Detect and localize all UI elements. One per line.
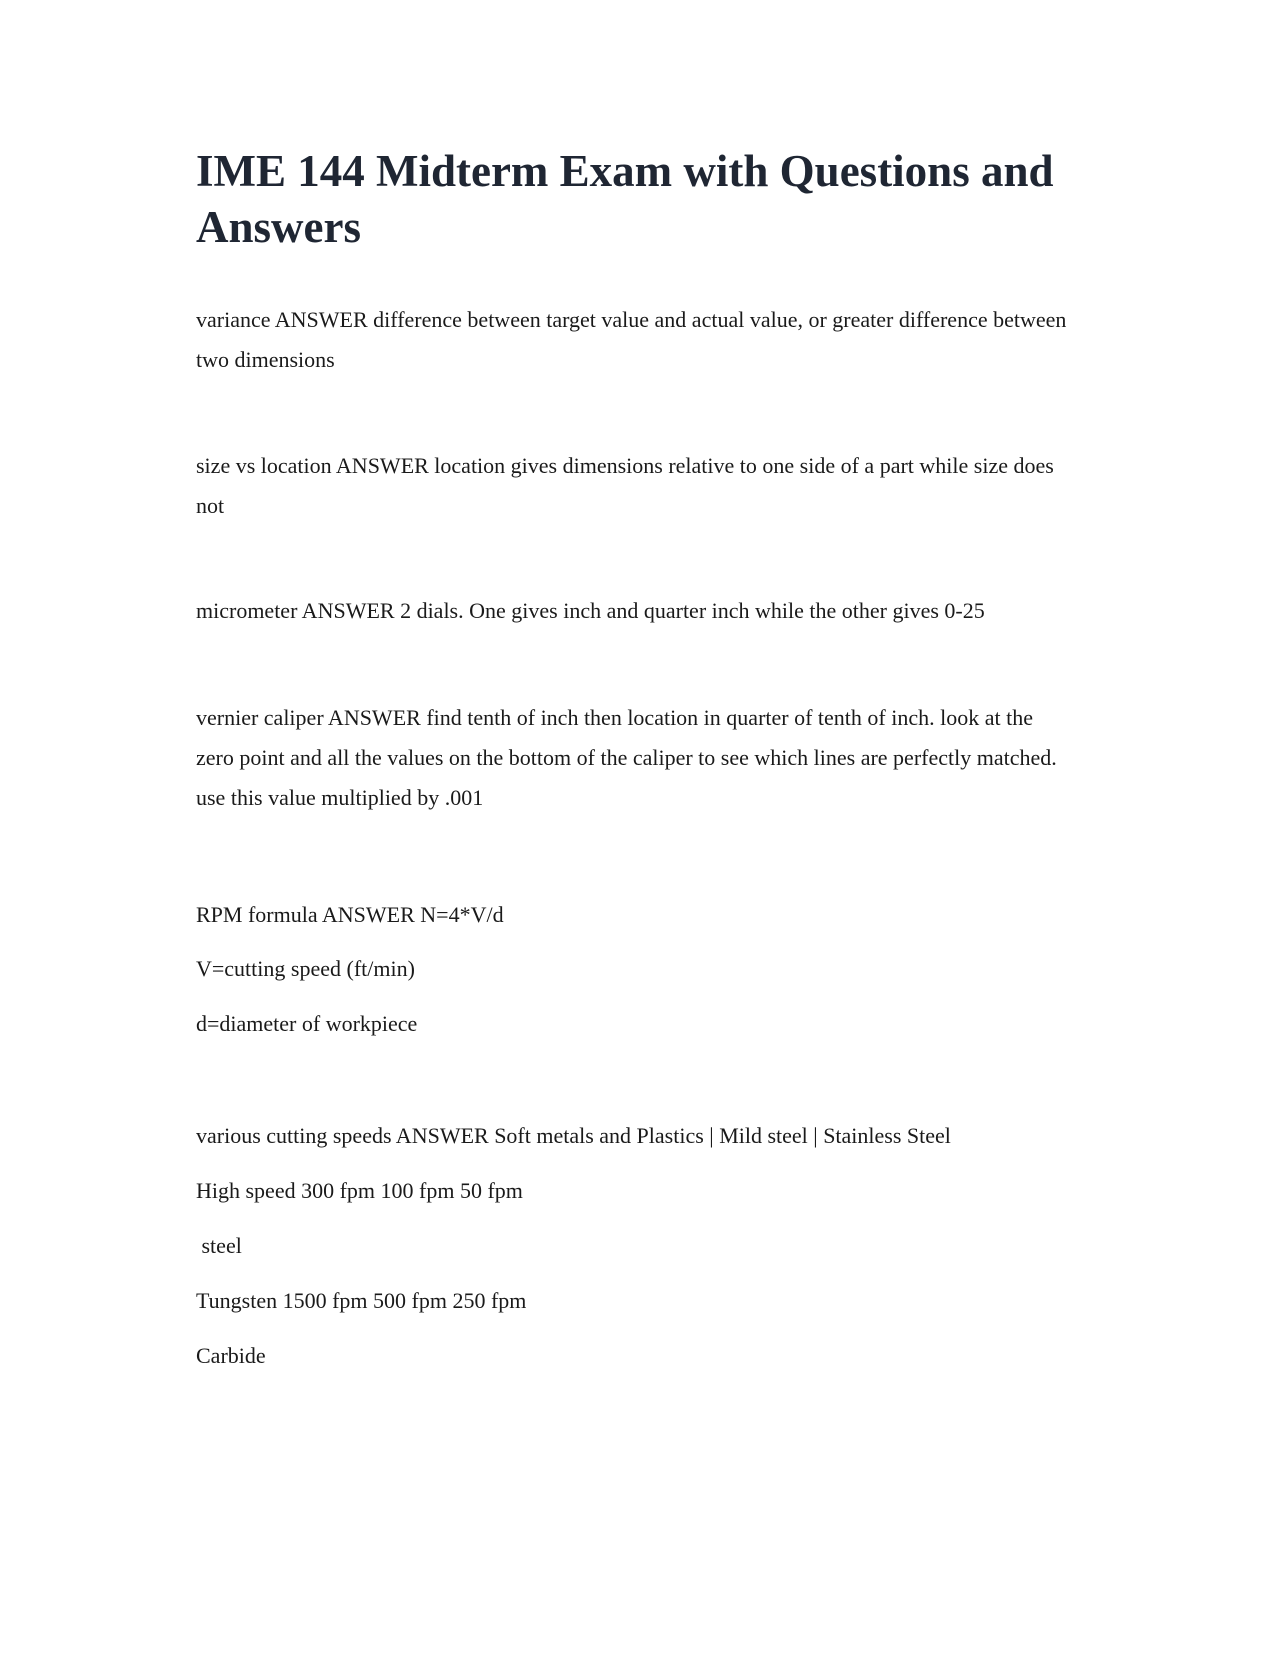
rpm-formula-v-definition: V=cutting speed (ft/min) <box>196 956 415 981</box>
entry-variance: variance ANSWER difference between target value and actual value, or greater difference between two dimensions <box>196 307 1067 372</box>
entry-vernier-caliper: vernier caliper ANSWER find tenth of inch then location in quarter of tenth of inch. look at the zero point and all the values on the bottom of the caliper to see which lines are perfectly matched. use this value multiplied by .001 <box>196 705 1057 810</box>
cutting-speeds-high-speed-row-cont: steel <box>196 1233 242 1258</box>
rpm-formula-d-definition: d=diameter of workpiece <box>196 1011 418 1036</box>
rpm-formula-line: RPM formula ANSWER N=4*V/d <box>196 902 504 927</box>
entry-size-vs-location: size vs location ANSWER location gives dimensions relative to one side of a part while size does not <box>196 453 1054 518</box>
cutting-speeds-high-speed-row: High speed 300 fpm 100 fpm 50 fpm <box>196 1178 523 1203</box>
cutting-speeds-tungsten-row-cont: Carbide <box>196 1343 266 1368</box>
entry-micrometer: micrometer ANSWER 2 dials. One gives inch and quarter inch while the other gives 0-25 <box>196 598 985 623</box>
cutting-speeds-header: various cutting speeds ANSWER Soft metals and Plastics | Mild steel | Stainless Steel <box>196 1123 951 1148</box>
cutting-speeds-tungsten-row: Tungsten 1500 fpm 500 fpm 250 fpm <box>196 1288 527 1313</box>
page-title: IME 144 Midterm Exam with Questions and Answers <box>196 146 1054 252</box>
